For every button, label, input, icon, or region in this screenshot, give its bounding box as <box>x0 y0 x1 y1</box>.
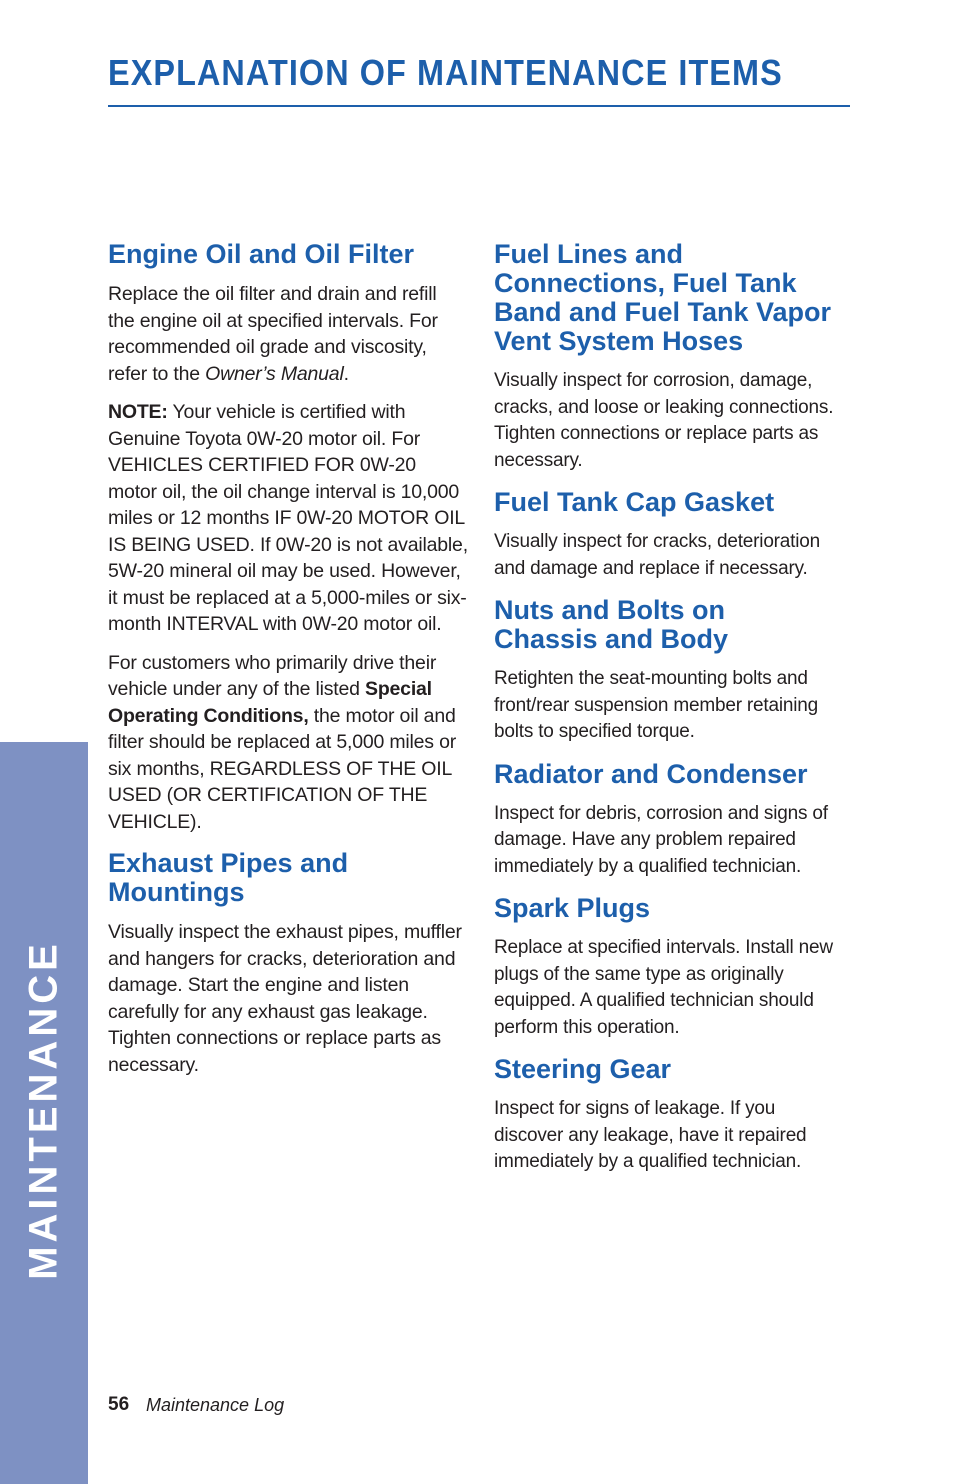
owners-manual-reference: Owner’s Manual <box>205 362 344 385</box>
side-tab-label: MAINTENANCE <box>21 940 66 1280</box>
section-steering <box>494 1055 834 1176</box>
page-title: EXPLANATION OF MAINTENANCE ITEMS <box>108 52 783 93</box>
section-body: Inspect for debris, corrosion and signs of damage. Have any problem repaired immediately by a qualified technician. <box>494 802 828 877</box>
section-body: Inspect for signs of leakage. If you discover any leakage, have it repaired immediately by a qualified technician. <box>494 1098 807 1172</box>
section-heading: Spark Plugs <box>494 893 651 923</box>
title-rule <box>108 105 850 107</box>
section-fuel-lines <box>494 240 834 474</box>
section-heading: Engine Oil and Oil Filter <box>108 239 415 269</box>
section-nuts-bolts <box>494 596 834 746</box>
section-body <box>108 281 468 387</box>
section-fuel-cap <box>494 488 834 582</box>
section-body: Visually inspect for cracks, deterioration and damage and replace if necessary. <box>494 531 821 579</box>
footer-label: Maintenance Log <box>146 1395 285 1415</box>
section-radiator <box>494 760 834 881</box>
body-text: . <box>343 362 349 385</box>
right-column <box>494 240 834 1190</box>
section-body: Visually inspect for corrosion, damage, cracks, and loose or leaking connections. Tighten connections or replace parts as necessary. <box>494 370 834 471</box>
section-exhaust <box>108 849 468 1078</box>
section-heading: Radiator and Condenser <box>494 758 808 789</box>
special-conditions-reference: Special Operating Conditions, <box>108 678 432 727</box>
body-text: For customers who primarily drive their vehicle under any of the listed <box>108 651 437 700</box>
body-text: the motor oil and filter should be replaced at 5,000 miles or six months, REGARDLESS OF THE OIL USED (OR CERTIFICATION OF THE VEHICLE). <box>108 704 457 833</box>
section-heading: Steering Gear <box>494 1054 672 1084</box>
note-text: Your vehicle is certified with Genuine Toyota 0W-20 motor oil. For VEHICLES CERTIFIED FOR 0W-20 motor oil, the oil change interval is 10,000 miles or 12 months IF 0W-20 MOTOR OIL IS BEING USED. If 0W-20 is not available, 5W-20 mineral oil may be used. However, it must be replaced at a 5,000-miles or six-month INTERVAL with 0W-20 motor oil. <box>108 401 468 635</box>
section-body: Retighten the seat-mounting bolts and front/rear suspension member retaining bolts to specified torque. <box>494 668 819 742</box>
note-label: NOTE: <box>108 401 168 423</box>
section-body: Replace at specified intervals. Install new plugs of the same type as originally equipped. A qualified technician should perform this operation. <box>494 937 833 1038</box>
section-heading: Nuts and Bolts on Chassis and Body <box>494 595 729 654</box>
section-heading: Exhaust Pipes and Mountings <box>108 848 349 907</box>
section-heading: Fuel Lines and Connections, Fuel Tank Band and Fuel Tank Vapor Vent System Hoses <box>494 239 832 356</box>
section-engine-oil <box>108 240 468 835</box>
body-text: Replace the oil filter and drain and refill the engine oil at specified intervals. For recommended oil grade and viscosity, refer to the <box>108 283 438 385</box>
section-spark-plugs <box>494 894 834 1041</box>
page-number: 56 <box>108 1394 130 1415</box>
left-column <box>108 240 468 1092</box>
section-body: Visually inspect the exhaust pipes, muffler and hangers for cracks, deterioration and damage. Start the engine and listen carefully for any exhaust gas leakage. Tighten connections or replace parts as necessary. <box>108 921 462 1076</box>
section-body <box>108 650 468 836</box>
note-paragraph <box>108 399 468 638</box>
section-heading: Fuel Tank Cap Gasket <box>494 487 775 517</box>
